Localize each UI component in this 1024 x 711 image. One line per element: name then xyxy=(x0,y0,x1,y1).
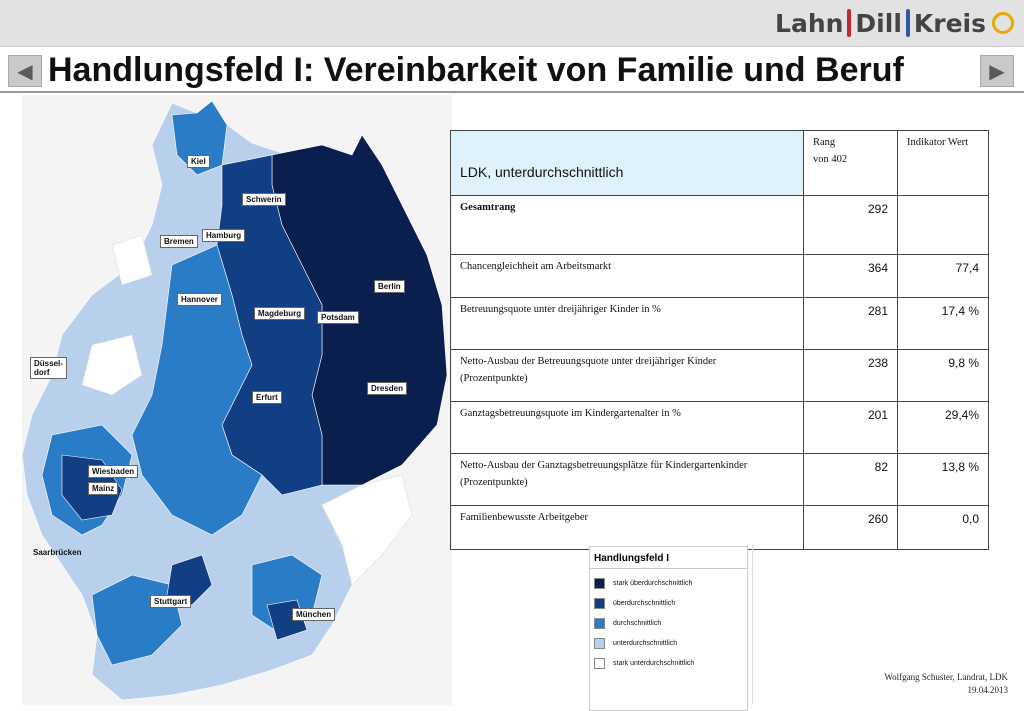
city-label: Bremen xyxy=(160,235,198,248)
row-rank: 238 xyxy=(804,350,898,402)
row-value: 13,8 % xyxy=(898,454,989,506)
city-label: Schwerin xyxy=(242,193,286,206)
table-header-row xyxy=(451,131,989,196)
city-label: Berlin xyxy=(374,280,405,293)
row-value: 77,4 xyxy=(898,255,989,298)
table-header-label: LDK, unterdurchschnittlich xyxy=(451,131,804,196)
triangle-right-icon: ▶ xyxy=(989,60,1005,83)
legend-item xyxy=(594,578,747,589)
city-label: Magdeburg xyxy=(254,307,305,320)
row-label: Familienbewusste Arbeitgeber xyxy=(451,506,804,550)
legend-label: durchschnittlich xyxy=(613,620,662,627)
row-label xyxy=(451,350,804,402)
rank-column-header xyxy=(804,131,898,196)
table-row xyxy=(451,298,989,350)
top-bar xyxy=(0,0,1024,47)
logo-red-bar xyxy=(847,9,851,37)
row-label: Betreuungsquote unter dreijähriger Kinder in % xyxy=(451,298,804,350)
legend-item xyxy=(594,598,747,609)
city-label: Stuttgart xyxy=(150,595,191,608)
city-label: Mainz xyxy=(88,482,118,495)
city-label: Düssel- dorf xyxy=(30,357,67,379)
sun-icon xyxy=(992,12,1014,34)
legend-title: Handlungsfeld I xyxy=(590,547,747,569)
row-label-subtext: (Prozentpunkte) xyxy=(460,477,528,488)
legend-swatch xyxy=(594,638,605,649)
table-row xyxy=(451,255,989,298)
title-bar xyxy=(0,47,1024,91)
row-rank: 82 xyxy=(804,454,898,506)
footer-date: 19.04.2013 xyxy=(967,685,1008,695)
city-label: Kiel xyxy=(187,155,210,168)
legend-swatch xyxy=(594,618,605,629)
row-value: 17,4 % xyxy=(898,298,989,350)
row-value: 0,0 xyxy=(898,506,989,550)
lahn-dill-kreis-logo xyxy=(775,6,1014,40)
city-label: Dresden xyxy=(367,382,407,395)
row-value xyxy=(898,196,989,255)
logo-blue-bar xyxy=(906,9,910,37)
triangle-left-icon: ◀ xyxy=(17,60,33,83)
row-rank: 292 xyxy=(804,196,898,255)
table-row xyxy=(451,402,989,454)
previous-slide-button[interactable] xyxy=(8,55,42,87)
legend-swatch xyxy=(594,578,605,589)
row-label: Ganztagsbetreuungsquote im Kindergartenalter in % xyxy=(451,402,804,454)
table-row xyxy=(451,454,989,506)
legend-label: unterdurchschnittlich xyxy=(613,640,678,647)
city-label: Potsdam xyxy=(317,311,359,324)
indicator-table xyxy=(450,130,989,550)
logo-text-lahn: Lahn xyxy=(775,8,844,38)
table-row xyxy=(451,506,989,550)
germany-district-map xyxy=(22,95,452,705)
row-label: Chancengleichheit am Arbeitsmarkt xyxy=(451,255,804,298)
legend-label: stark unterdurchschnittlich xyxy=(613,660,695,667)
row-label-text: Netto-Ausbau der Ganztagsbetreuungsplätze für Kindergartenkinder xyxy=(460,460,748,471)
row-rank: 281 xyxy=(804,298,898,350)
legend-label: stark überdurchschnittlich xyxy=(613,580,693,587)
city-label: Hannover xyxy=(177,293,222,306)
legend-item xyxy=(594,618,747,629)
row-label xyxy=(451,196,804,255)
title-rule xyxy=(0,91,1024,93)
row-label-text: Gesamtrang xyxy=(460,202,516,213)
slide-footer xyxy=(884,671,1008,697)
city-label: Wiesbaden xyxy=(88,465,138,478)
rank-header-text: Rang xyxy=(813,137,836,148)
slide-title: Handlungsfeld I: Vereinbarkeit von Familie und Beruf xyxy=(48,51,904,89)
row-value: 29,4% xyxy=(898,402,989,454)
germany-map-svg xyxy=(22,95,452,705)
row-rank: 201 xyxy=(804,402,898,454)
legend-item xyxy=(594,638,747,649)
divider xyxy=(752,544,753,704)
row-value: 9,8 % xyxy=(898,350,989,402)
rank-header-subtext: von 402 xyxy=(813,154,848,165)
row-label xyxy=(451,454,804,506)
table-row xyxy=(451,350,989,402)
city-label: Hamburg xyxy=(202,229,245,242)
footer-author: Wolfgang Schuster, Landrat, LDK xyxy=(884,672,1008,682)
row-rank: 260 xyxy=(804,506,898,550)
legend-swatch xyxy=(594,658,605,669)
table-row xyxy=(451,196,989,255)
logo-text-dill: Dill xyxy=(855,8,902,38)
city-label: Erfurt xyxy=(252,391,282,404)
row-rank: 364 xyxy=(804,255,898,298)
map-legend xyxy=(589,546,748,711)
value-column-header: Indikator Wert xyxy=(898,131,989,196)
next-slide-button[interactable] xyxy=(980,55,1014,87)
city-label: München xyxy=(292,608,335,621)
city-label: Saarbrücken xyxy=(33,548,82,557)
logo-text-kreis: Kreis xyxy=(913,8,986,38)
legend-item xyxy=(594,658,747,669)
row-label-subtext: (Prozentpunkte) xyxy=(460,373,528,384)
legend-swatch xyxy=(594,598,605,609)
legend-label: überdurchschnittlich xyxy=(613,600,676,607)
row-label-text: Netto-Ausbau der Betreuungsquote unter dreijähriger Kinder xyxy=(460,356,717,367)
